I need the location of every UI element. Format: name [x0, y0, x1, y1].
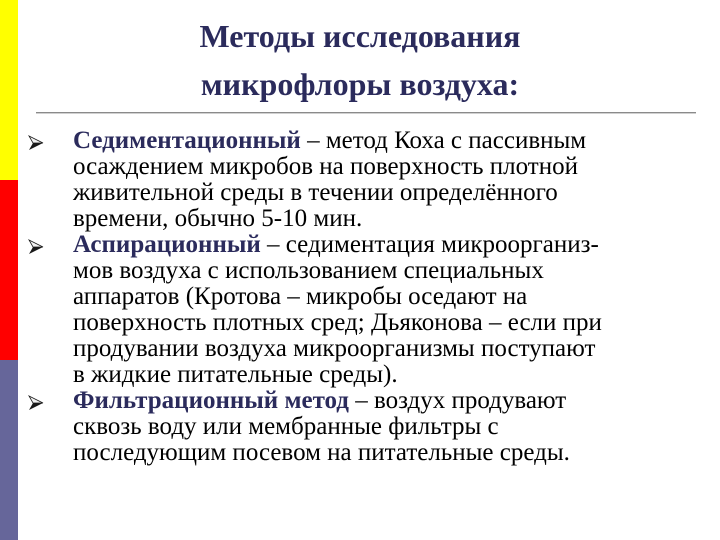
bullet-aspiration: [28, 232, 708, 388]
bullet-line: [73, 128, 708, 154]
title-divider: [36, 112, 696, 114]
method-term: Седиментационный: [73, 127, 301, 154]
bullet-line: продувании воздуха микроорганизмы поступают: [73, 335, 596, 362]
arrowhead-bullet-icon: [28, 239, 44, 255]
method-term: Фильтрационный метод: [73, 387, 349, 414]
arrowhead-bullet-icon: [28, 395, 44, 411]
title-line-2: микрофлоры воздуха:: [200, 66, 520, 102]
bullet-line: в жидкие питательные среды).: [73, 361, 398, 388]
bullet-line: осаждением микробов на поверхность плотной: [73, 153, 578, 180]
purple-stripe: [0, 360, 18, 540]
bullet-list: [28, 128, 708, 466]
arrowhead-bullet-icon: [28, 135, 44, 151]
red-stripe: [0, 180, 18, 360]
bullet-text: – метод Коха с пассивным: [300, 127, 587, 154]
method-term: Аспирационный: [73, 231, 261, 258]
bullet-line: поверхность плотных сред; Дьяконова – если при: [73, 309, 602, 336]
bullet-line: аппаратов (Кротова – микробы оседают на: [73, 283, 528, 310]
bullet-line: мов воздуха с использованием специальных: [73, 257, 544, 284]
bullet-line: сквозь воду или мембранные фильтры с: [73, 413, 499, 440]
bullet-line: [73, 232, 708, 258]
bullet-text: – воздух продувают: [348, 387, 567, 414]
bullet-sedimentation: [28, 128, 708, 232]
bullet-text: – седиментация микроорганиз-: [260, 231, 599, 258]
bullet-line: живительной среды в течении определённого: [73, 179, 558, 206]
slide-title: [150, 12, 570, 108]
bullet-line: последующим посевом на питательные среды.: [73, 439, 570, 466]
yellow-stripe: [0, 0, 18, 180]
bullet-line: времени, обычно 5-10 мин.: [73, 205, 363, 232]
title-line-1: Методы исследования: [199, 18, 521, 54]
bullet-line: [73, 388, 708, 414]
bullet-filtration: [28, 388, 708, 466]
